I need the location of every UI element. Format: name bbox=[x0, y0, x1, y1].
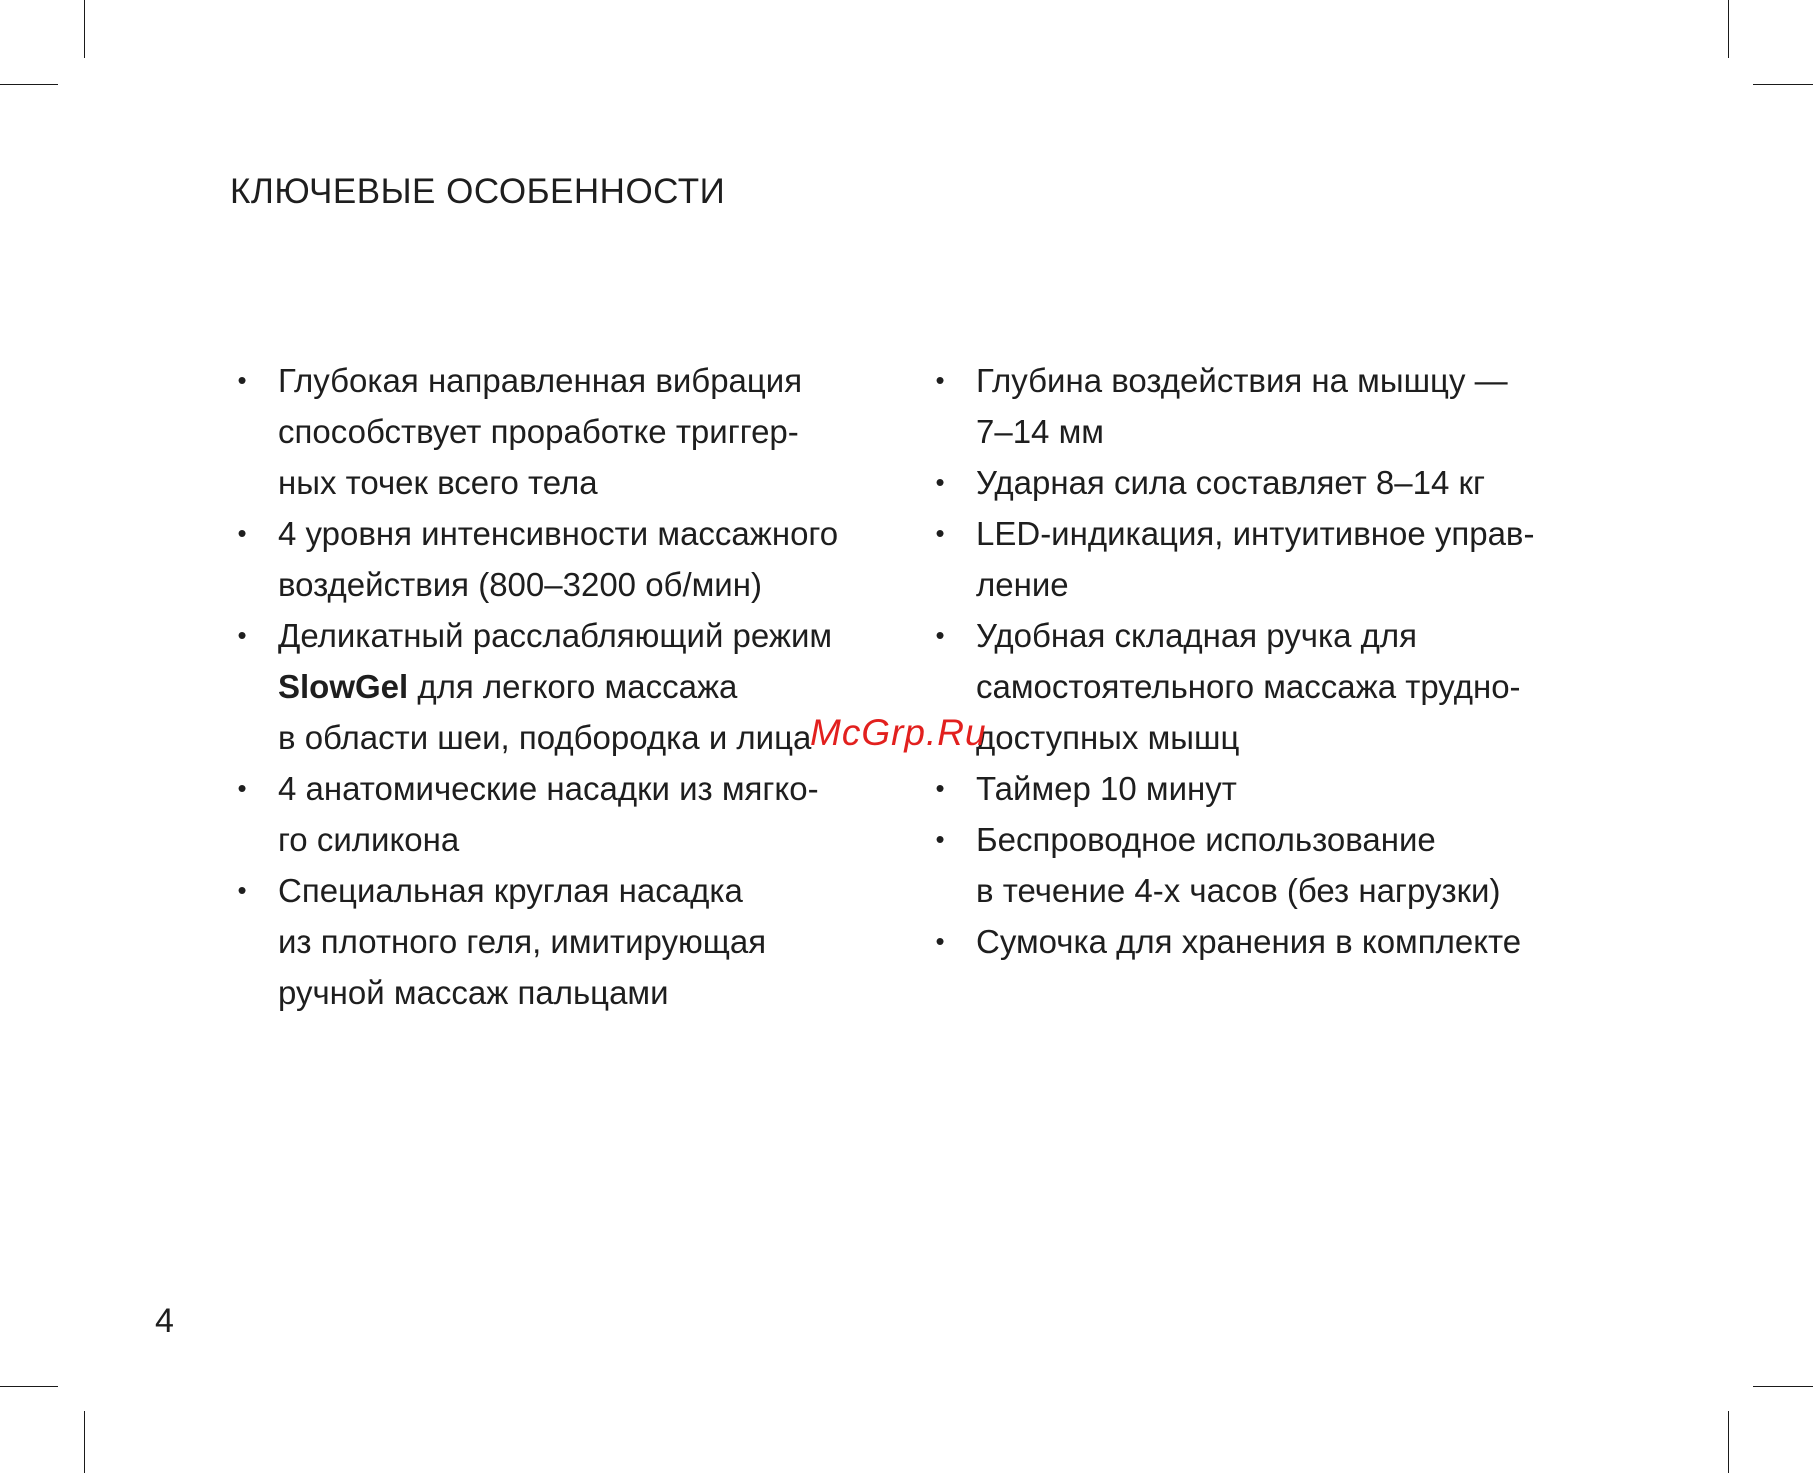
crop-mark bbox=[1753, 84, 1813, 85]
bullet-icon: • bbox=[237, 620, 247, 650]
bullet-icon: • bbox=[237, 365, 247, 395]
page-number: 4 bbox=[155, 1302, 174, 1340]
list-item: • Глубокая направленная вибрация способствует проработке триггер- ных точек всего тела bbox=[232, 355, 912, 508]
list-item: • Специальная круглая насадка из плотного геля, имитирующая ручной массаж пальцами bbox=[232, 865, 912, 1018]
list-item: • Ударная сила составляет 8–14 кг bbox=[930, 457, 1610, 508]
mode-name: SlowGel bbox=[278, 668, 409, 705]
features-list-left bbox=[232, 355, 912, 1018]
crop-mark bbox=[0, 84, 58, 85]
list-item: • Беспроводное использование в течение 4-х часов (без нагрузки) bbox=[930, 814, 1610, 916]
bullet-icon: • bbox=[237, 773, 247, 803]
list-item: • Сумочка для хранения в комплекте bbox=[930, 916, 1610, 967]
watermark: McGrp.Ru bbox=[810, 712, 987, 753]
list-item: • Глубина воздействия на мышцу — 7–14 мм bbox=[930, 355, 1610, 457]
list-item: • Деликатный расслабляющий режим SlowGel для легкого массажа в области шеи, подбородка и лица bbox=[232, 610, 912, 763]
page-title: КЛЮЧЕВЫЕ ОСОБЕННОСТИ bbox=[230, 172, 726, 211]
bullet-icon: • bbox=[935, 824, 945, 854]
bullet-icon: • bbox=[935, 926, 945, 956]
bullet-icon: • bbox=[935, 518, 945, 548]
features-list-right bbox=[930, 355, 1610, 967]
crop-mark bbox=[1728, 1411, 1729, 1473]
list-item: • Таймер 10 минут bbox=[930, 763, 1610, 814]
list-item: • Удобная складная ручка для самостоятельного массажа трудно- доступных мышц bbox=[930, 610, 1610, 763]
crop-mark bbox=[1728, 0, 1729, 58]
bullet-icon: • bbox=[237, 518, 247, 548]
bullet-icon: • bbox=[935, 467, 945, 497]
bullet-icon: • bbox=[237, 875, 247, 905]
bullet-icon: • bbox=[935, 773, 945, 803]
list-item: • LED-индикация, интуитивное управ- ление bbox=[930, 508, 1610, 610]
list-item: • 4 анатомические насадки из мягко- го силикона bbox=[232, 763, 912, 865]
crop-mark bbox=[84, 1411, 85, 1473]
bullet-icon: • bbox=[935, 365, 945, 395]
crop-mark bbox=[84, 0, 85, 58]
bullet-icon: • bbox=[935, 620, 945, 650]
crop-mark bbox=[0, 1386, 58, 1387]
list-item: • 4 уровня интенсивности массажного воздействия (800–3200 об/мин) bbox=[232, 508, 912, 610]
crop-mark bbox=[1753, 1386, 1813, 1387]
